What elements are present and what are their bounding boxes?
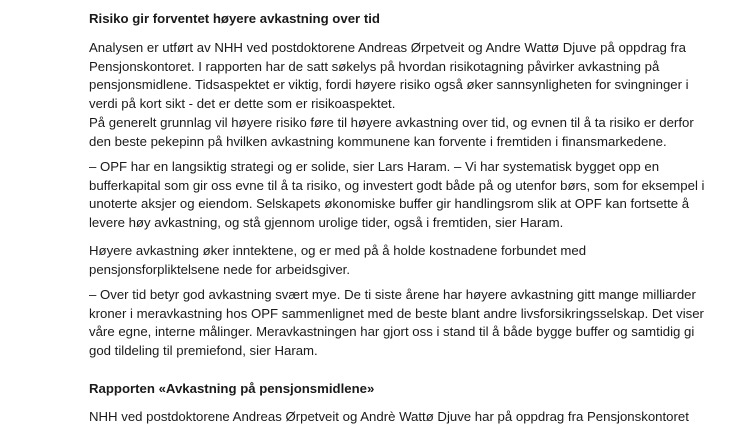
- paragraph-income: [89, 242, 689, 279]
- paragraph-line: kroner i meravkastning hos OPF sammenlignet med de beste blant andre livsforsikringsselskap. Det viser: [89, 305, 704, 321]
- paragraph-analysis: [89, 39, 689, 113]
- paragraph-line: – OPF har en langsiktig strategi og er solide, sier Lars Haram. – Vi har systematisk bygget opp en: [89, 159, 660, 174]
- paragraph-line: verdi på kort sikt - det er dette som er risikoaspektet.: [89, 95, 396, 111]
- section-heading-risk: Risiko gir forventet høyere avkastning over tid: [89, 11, 380, 26]
- paragraph-line: Pensjonskontoret. I rapporten har de satt søkelys på hvordan risikotagning påvirker avkastning på: [89, 58, 660, 74]
- paragraph-line: våre egne, interne målinger. Meravkastningen har gjort oss i stand til å både bygge buffer og samtidig gi: [89, 324, 695, 340]
- paragraph-line: – Over tid betyr god avkastning svært mye. De ti siste årene har høyere avkastning gitt mange milliarder: [89, 287, 696, 302]
- paragraph-line: levere høy avkastning, og stå gjennom urolige tider, også i fremtiden, sier Haram.: [89, 214, 564, 230]
- paragraph-line: NHH ved postdoktorene Andreas Ørpetveit og Andrè Wattø Djuve har på oppdrag fra Pensjonskontoret: [89, 409, 689, 424]
- paragraph-line: unoterte aksjer og eiendom. Selskapets økonomiske buffer gir handlingsrom slik at OPF kan fortsette å: [89, 196, 690, 212]
- paragraph-line: den beste pekepinn på hvilken avkastning kommunene kan forvente i fremtiden i finansmarkedene.: [89, 133, 667, 149]
- paragraph-line: god tildeling til premiefond, sier Haram.: [89, 342, 318, 358]
- paragraph-line: Analysen er utført av NHH ved postdoktorene Andreas Ørpetveit og Andre Wattø Djuve på oppdrag fra: [89, 40, 686, 55]
- paragraph-line: pensjonsmidlene. Tidsaspektet er viktig, fordi høyere risiko også øker sannsynligheten for svingninger i: [89, 77, 689, 93]
- paragraph-quote-strategy: [89, 158, 705, 232]
- paragraph-quote-returns: [89, 286, 704, 360]
- paragraph-line: bufferkapital som gir oss evne til å ta risiko, og investert godt både på og utenfor børs, som for eksempel i: [89, 177, 705, 193]
- paragraph-line: Høyere avkastning øker inntektene, og er med på å holde kostnadene forbundet med: [89, 243, 587, 258]
- paragraph-general: [89, 114, 694, 151]
- section-heading-report: Rapporten «Avkastning på pensjonsmidlene»: [89, 381, 375, 396]
- paragraph-line: På generelt grunnlag vil høyere risiko føre til høyere avkastning over tid, og evnen til å ta risiko er derfor: [89, 115, 694, 130]
- paragraph-report-intro: [89, 408, 689, 427]
- paragraph-line: pensjonsforpliktelsene nede for arbeidsgiver.: [89, 261, 350, 277]
